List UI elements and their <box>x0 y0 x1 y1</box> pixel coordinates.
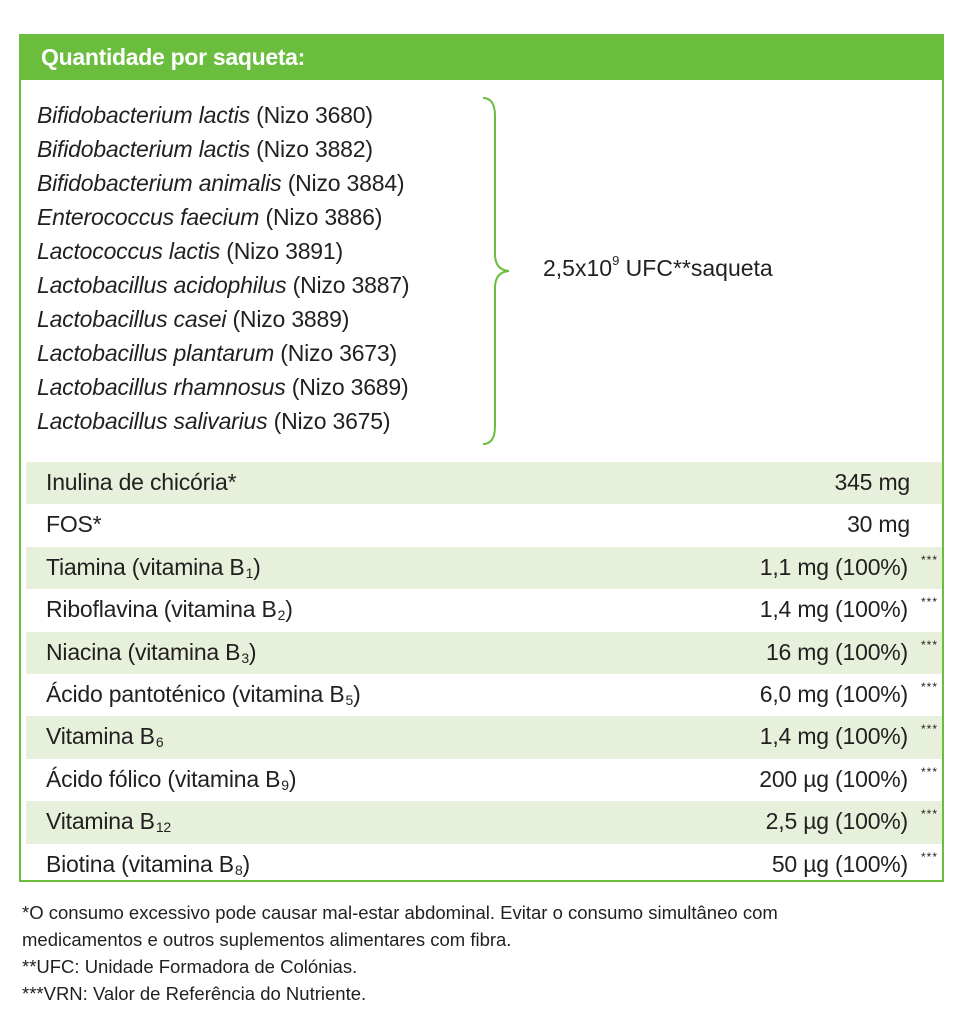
strain-code: (Nizo 3675) <box>273 408 391 434</box>
nutrient-table <box>26 462 942 886</box>
nutrient-value: 200 µg (100%) <box>759 765 908 792</box>
nutrient-name: Inulina de chicória* <box>46 469 237 495</box>
nutrient-value: 345 mg <box>834 469 910 495</box>
strain-item <box>37 370 409 404</box>
panel-title: Quantidade por saqueta: <box>41 44 306 70</box>
strain-list <box>37 98 409 438</box>
footnote: **UFC: Unidade Formadora de Colónias. <box>22 956 358 977</box>
total-suffix: UFC**saqueta <box>619 255 773 281</box>
table-row <box>26 632 942 674</box>
nutrient-stars: *** <box>920 552 938 567</box>
nutrient-stars: *** <box>920 595 938 610</box>
table-row <box>26 716 942 758</box>
strain-code: (Nizo 3891) <box>226 238 343 264</box>
strain-code: (Nizo 3887) <box>292 272 410 298</box>
nutrient-name: Tiamina (vitamina B1) <box>46 553 261 581</box>
nutrient-name: Ácido pantoténico (vitamina B5) <box>46 680 361 708</box>
nutrient-name: Niacina (vitamina B3) <box>46 638 257 666</box>
total-cfu <box>543 255 773 282</box>
strain-item <box>37 404 409 438</box>
strain-item <box>37 336 409 370</box>
nutrient-value: 16 mg (100%) <box>765 638 908 665</box>
table-row <box>26 844 942 886</box>
strain-item <box>37 200 409 234</box>
strain-code: (Nizo 3886) <box>265 204 383 230</box>
strain-item <box>37 98 409 132</box>
strain-name: Enterococcus faecium <box>37 204 260 230</box>
nutrient-name: FOS* <box>46 511 102 538</box>
nutrient-stars: *** <box>920 637 938 652</box>
supplement-facts-panel <box>19 34 944 882</box>
nutrient-value: 1,4 mg (100%) <box>759 723 908 750</box>
strain-item <box>37 132 409 166</box>
curly-brace-icon <box>481 96 511 446</box>
strain-code: (Nizo 3673) <box>280 340 397 366</box>
nutrient-value: 1,1 mg (100%) <box>759 553 908 580</box>
strain-code: (Nizo 3680) <box>256 102 373 128</box>
nutrient-value: 50 µg (100%) <box>771 850 908 877</box>
strain-name: Bifidobacterium lactis <box>37 102 250 128</box>
strain-code: (Nizo 3882) <box>256 136 373 162</box>
footnote: ***VRN: Valor de Referência do Nutriente. <box>22 983 367 1004</box>
nutrient-value: 2,5 µg (100%) <box>765 808 908 835</box>
strain-name: Bifidobacterium lactis <box>37 136 250 162</box>
strain-item <box>37 166 409 200</box>
strain-item <box>37 234 409 268</box>
strain-code: (Nizo 3689) <box>291 374 409 400</box>
table-row <box>26 547 942 589</box>
strain-item <box>37 302 409 336</box>
total-base: 2,5x10 <box>543 255 613 281</box>
strain-name: Lactobacillus casei <box>37 306 227 332</box>
table-row <box>26 674 942 716</box>
strain-name: Lactococcus lactis <box>37 238 221 264</box>
nutrient-name: Vitamina B12 <box>46 808 171 836</box>
strain-name: Lactobacillus plantarum <box>37 340 275 366</box>
strain-code: (Nizo 3889) <box>232 306 350 332</box>
strain-name: Bifidobacterium animalis <box>37 170 282 196</box>
footnotes <box>22 899 942 1007</box>
nutrient-stars: *** <box>920 764 938 779</box>
nutrient-name: Ácido fólico (vitamina B9) <box>46 765 297 793</box>
nutrient-value: 6,0 mg (100%) <box>759 680 908 707</box>
total-exponent: 9 <box>612 253 620 268</box>
footnote: medicamentos e outros suplementos alimentares com fibra. <box>22 929 512 950</box>
strain-name: Lactobacillus salivarius <box>37 408 268 434</box>
nutrient-stars: *** <box>920 807 938 822</box>
table-row <box>26 462 942 504</box>
table-row <box>26 759 942 801</box>
strain-code: (Nizo 3884) <box>287 170 405 196</box>
strain-name: Lactobacillus acidophilus <box>37 272 287 298</box>
nutrient-stars: *** <box>920 849 938 864</box>
nutrient-value: 1,4 mg (100%) <box>759 596 908 623</box>
table-row <box>26 589 942 631</box>
nutrient-name: Vitamina B6 <box>46 723 164 751</box>
strain-item <box>37 268 409 302</box>
footnote: *O consumo excessivo pode causar mal-estar abdominal. Evitar o consumo simultâneo com <box>22 902 778 923</box>
nutrient-stars: *** <box>920 722 938 737</box>
nutrient-name: Riboflavina (vitamina B2) <box>46 596 293 624</box>
table-row <box>26 801 942 843</box>
table-row <box>26 504 942 546</box>
panel-header <box>21 36 942 80</box>
nutrient-value: 30 mg <box>847 511 910 538</box>
strain-name: Lactobacillus rhamnosus <box>37 374 286 400</box>
nutrient-name: Biotina (vitamina B8) <box>46 850 251 878</box>
nutrient-stars: *** <box>920 679 938 694</box>
